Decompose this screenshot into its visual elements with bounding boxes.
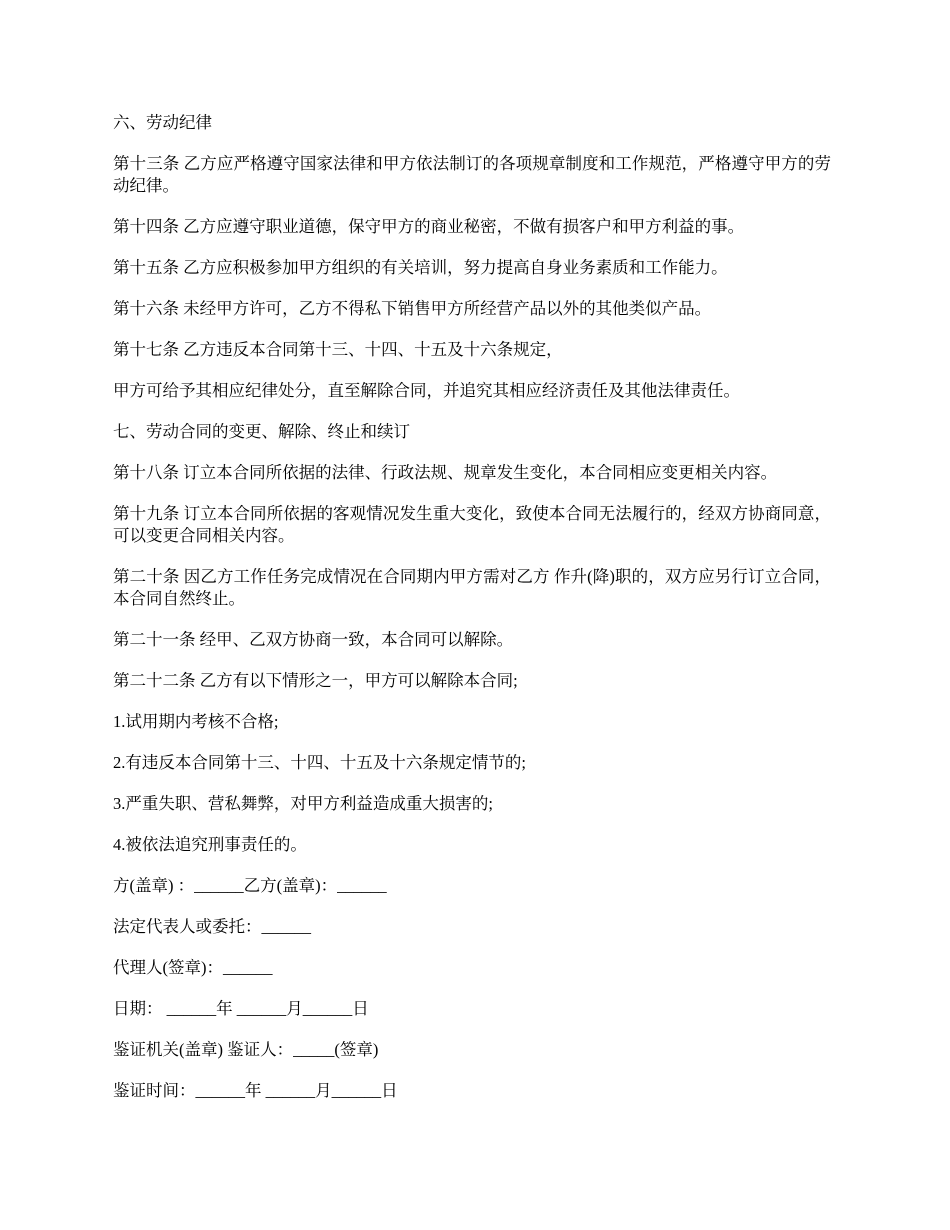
article-20: 第二十条 因乙方工作任务完成情况在合同期内甲方需对乙方 作升(降)职的，双方应另行订立合同，本合同自然终止。: [113, 567, 831, 608]
article-15: 第十五条 乙方应积极参加甲方组织的有关培训，努力提高自身业务素质和工作能力。: [113, 258, 728, 277]
article-16: 第十六条 未经甲方许可，乙方不得私下销售甲方所经营产品以外的其他类似产品。: [113, 299, 712, 318]
list-item-2: 2.有违反本合同第十三、十四、十五及十六条规定情节的;: [113, 753, 526, 772]
article-21: 第二十一条 经甲、乙双方协商一致，本合同可以解除。: [113, 630, 514, 649]
signature-parties-line: 方(盖章) ：______乙方(盖章)：______: [113, 876, 387, 895]
document-page: [113, 112, 831, 1121]
notary-date-line: 鉴证时间：______年 ______月______日: [113, 1081, 398, 1100]
list-item-3: 3.严重失职、营私舞弊，对甲方利益造成重大损害的;: [113, 794, 493, 813]
article-18: 第十八条 订立本合同所依据的法律、行政法规、规章发生变化，本合同相应变更相关内容。: [113, 463, 778, 482]
article-13: 第十三条 乙方应严格遵守国家法律和甲方依法制订的各项规章制度和工作规范，严格遵守甲方的劳动纪律。: [113, 154, 831, 195]
article-19: 第十九条 订立本合同所依据的客观情况发生重大变化，致使本合同无法履行的，经双方协商同意，可以变更合同相关内容。: [113, 504, 831, 545]
article-14: 第十四条 乙方应遵守职业道德，保守甲方的商业秘密，不做有损客户和甲方利益的事。: [113, 217, 745, 236]
article-17: 第十七条 乙方违反本合同第十三、十四、十五及十六条规定，: [113, 340, 563, 359]
section-heading-contract-changes: 七、劳动合同的变更、解除、终止和续订: [113, 422, 410, 441]
agent-signature-line: 代理人(签章)：______: [113, 958, 273, 977]
date-line: 日期： ______年 ______月______日: [113, 999, 369, 1018]
article-22: 第二十二条 乙方有以下情形之一，甲方可以解除本合同;: [113, 671, 518, 690]
legal-representative-line: 法定代表人或委托：______: [113, 917, 311, 936]
list-item-1: 1.试用期内考核不合格;: [113, 712, 279, 731]
section-heading-labor-discipline: 六、劳动纪律: [113, 113, 212, 132]
list-item-4: 4.被依法追究刑事责任的。: [113, 835, 307, 854]
article-17-continuation: 甲方可给予其相应纪律处分，直至解除合同，并追究其相应经济责任及其他法律责任。: [113, 381, 740, 400]
notary-authority-line: 鉴证机关(盖章) 鉴证人：_____(签章): [113, 1040, 379, 1059]
